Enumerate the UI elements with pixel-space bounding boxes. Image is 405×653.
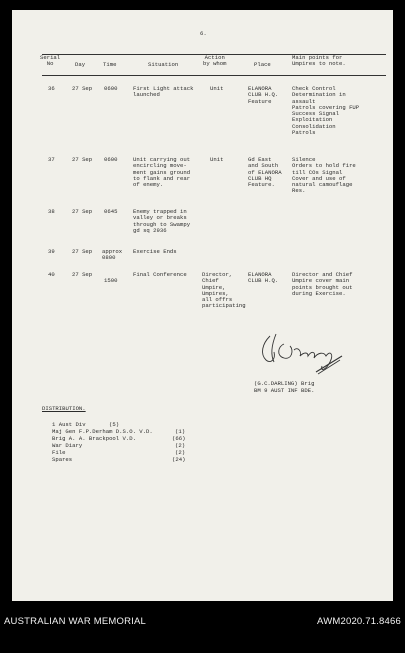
- row-40-situation: Final Conference: [133, 271, 187, 278]
- row-36-situation: First Light attack launched: [133, 85, 194, 99]
- row-37-time: 0600: [104, 156, 118, 163]
- row-40-day: 27 Sep: [72, 271, 93, 278]
- col-header-day: Day: [75, 61, 86, 68]
- row-40-main-points: Director and Chief Umpire cover main points brought out during Exercise.: [292, 271, 353, 297]
- row-39-situation: Exercise Ends: [133, 248, 177, 255]
- distribution-item-to: 1 Aust Div: [52, 421, 86, 428]
- distribution-item-count: (2): [175, 449, 186, 456]
- row-38-day: 27 Sep: [72, 208, 93, 215]
- row-39-time: approx 0800: [102, 248, 123, 262]
- header-bottom-rule: [42, 75, 386, 76]
- col-header-time: Time: [103, 61, 117, 68]
- col-header-place: Place: [254, 61, 271, 68]
- row-36-serial: 36: [48, 85, 55, 92]
- row-40-serial: 40: [48, 271, 55, 278]
- row-36-time: 0600: [104, 85, 118, 92]
- footer-bar: [0, 610, 405, 653]
- signature-unit: BM 9 AUST INF BDE.: [254, 387, 315, 394]
- document-page: [12, 10, 393, 601]
- row-36-day: 27 Sep: [72, 85, 93, 92]
- row-37-serial: 37: [48, 156, 55, 163]
- distribution-item-to: File: [52, 449, 66, 456]
- col-header-action: Action by whom: [203, 54, 227, 68]
- row-40-place: ELANORA CLUB H.Q.: [248, 271, 279, 285]
- row-36-main-points: Check Control Determination in assault Patrols covering FUP Success Signal Exploitation Consolidation Patrols: [292, 85, 360, 137]
- row-38-time: 0645: [104, 208, 118, 215]
- footer-source: AUSTRALIAN WAR MEMORIAL: [4, 616, 147, 627]
- distribution-item-to: War Diary: [52, 442, 83, 449]
- col-header-main-points: Main points for Umpires to note.: [292, 54, 346, 68]
- distribution-item-count: (5): [109, 421, 120, 428]
- row-36-place: ELANORA CLUB H.Q. Feature: [248, 85, 279, 105]
- col-header-situation: Situation: [148, 61, 179, 68]
- row-37-place: Gd East and South of ELANORA CLUB HQ Feature.: [248, 156, 282, 189]
- col-header-serial: Serial No: [40, 54, 61, 68]
- row-40-time: 1500: [104, 277, 118, 284]
- row-39-serial: 39: [48, 248, 55, 255]
- row-38-situation: Enemy trapped in valley or breaks through to Swampy gd sq 2936: [133, 208, 191, 234]
- page-number: 6.: [200, 30, 207, 37]
- row-38-serial: 38: [48, 208, 55, 215]
- row-36-action: Unit: [210, 85, 224, 92]
- distribution-item-to: Spares: [52, 456, 73, 463]
- distribution-item-to: Brig A. A. Brackpool V.D.: [52, 435, 136, 442]
- signature-name: (G.C.DARLING) Brig: [254, 380, 315, 387]
- row-37-situation: Unit carrying out encircling move- ment gains ground to flank and rear of enemy.: [133, 156, 191, 189]
- distribution-item-count: (2): [175, 442, 186, 449]
- handwritten-signature: [254, 330, 344, 378]
- row-37-main-points: Silence Orders to hold fire till COs Signal Cover and use of natural camouflage Res.: [292, 156, 356, 195]
- distribution-item-count: (1): [175, 428, 186, 435]
- distribution-item-to: Maj Gen F.P.Derham D.S.O. V.D.: [52, 428, 153, 435]
- distribution-item-count: (24): [172, 456, 186, 463]
- distribution-item-count: (66): [172, 435, 186, 442]
- row-39-day: 27 Sep: [72, 248, 93, 255]
- row-40-action: Director, Chief Umpire, Umpires, all offrs participating: [202, 271, 246, 310]
- row-37-day: 27 Sep: [72, 156, 93, 163]
- distribution-heading: DISTRIBUTION.: [42, 405, 86, 412]
- row-37-action: Unit: [210, 156, 224, 163]
- footer-accession-number: AWM2020.71.8466: [317, 616, 401, 627]
